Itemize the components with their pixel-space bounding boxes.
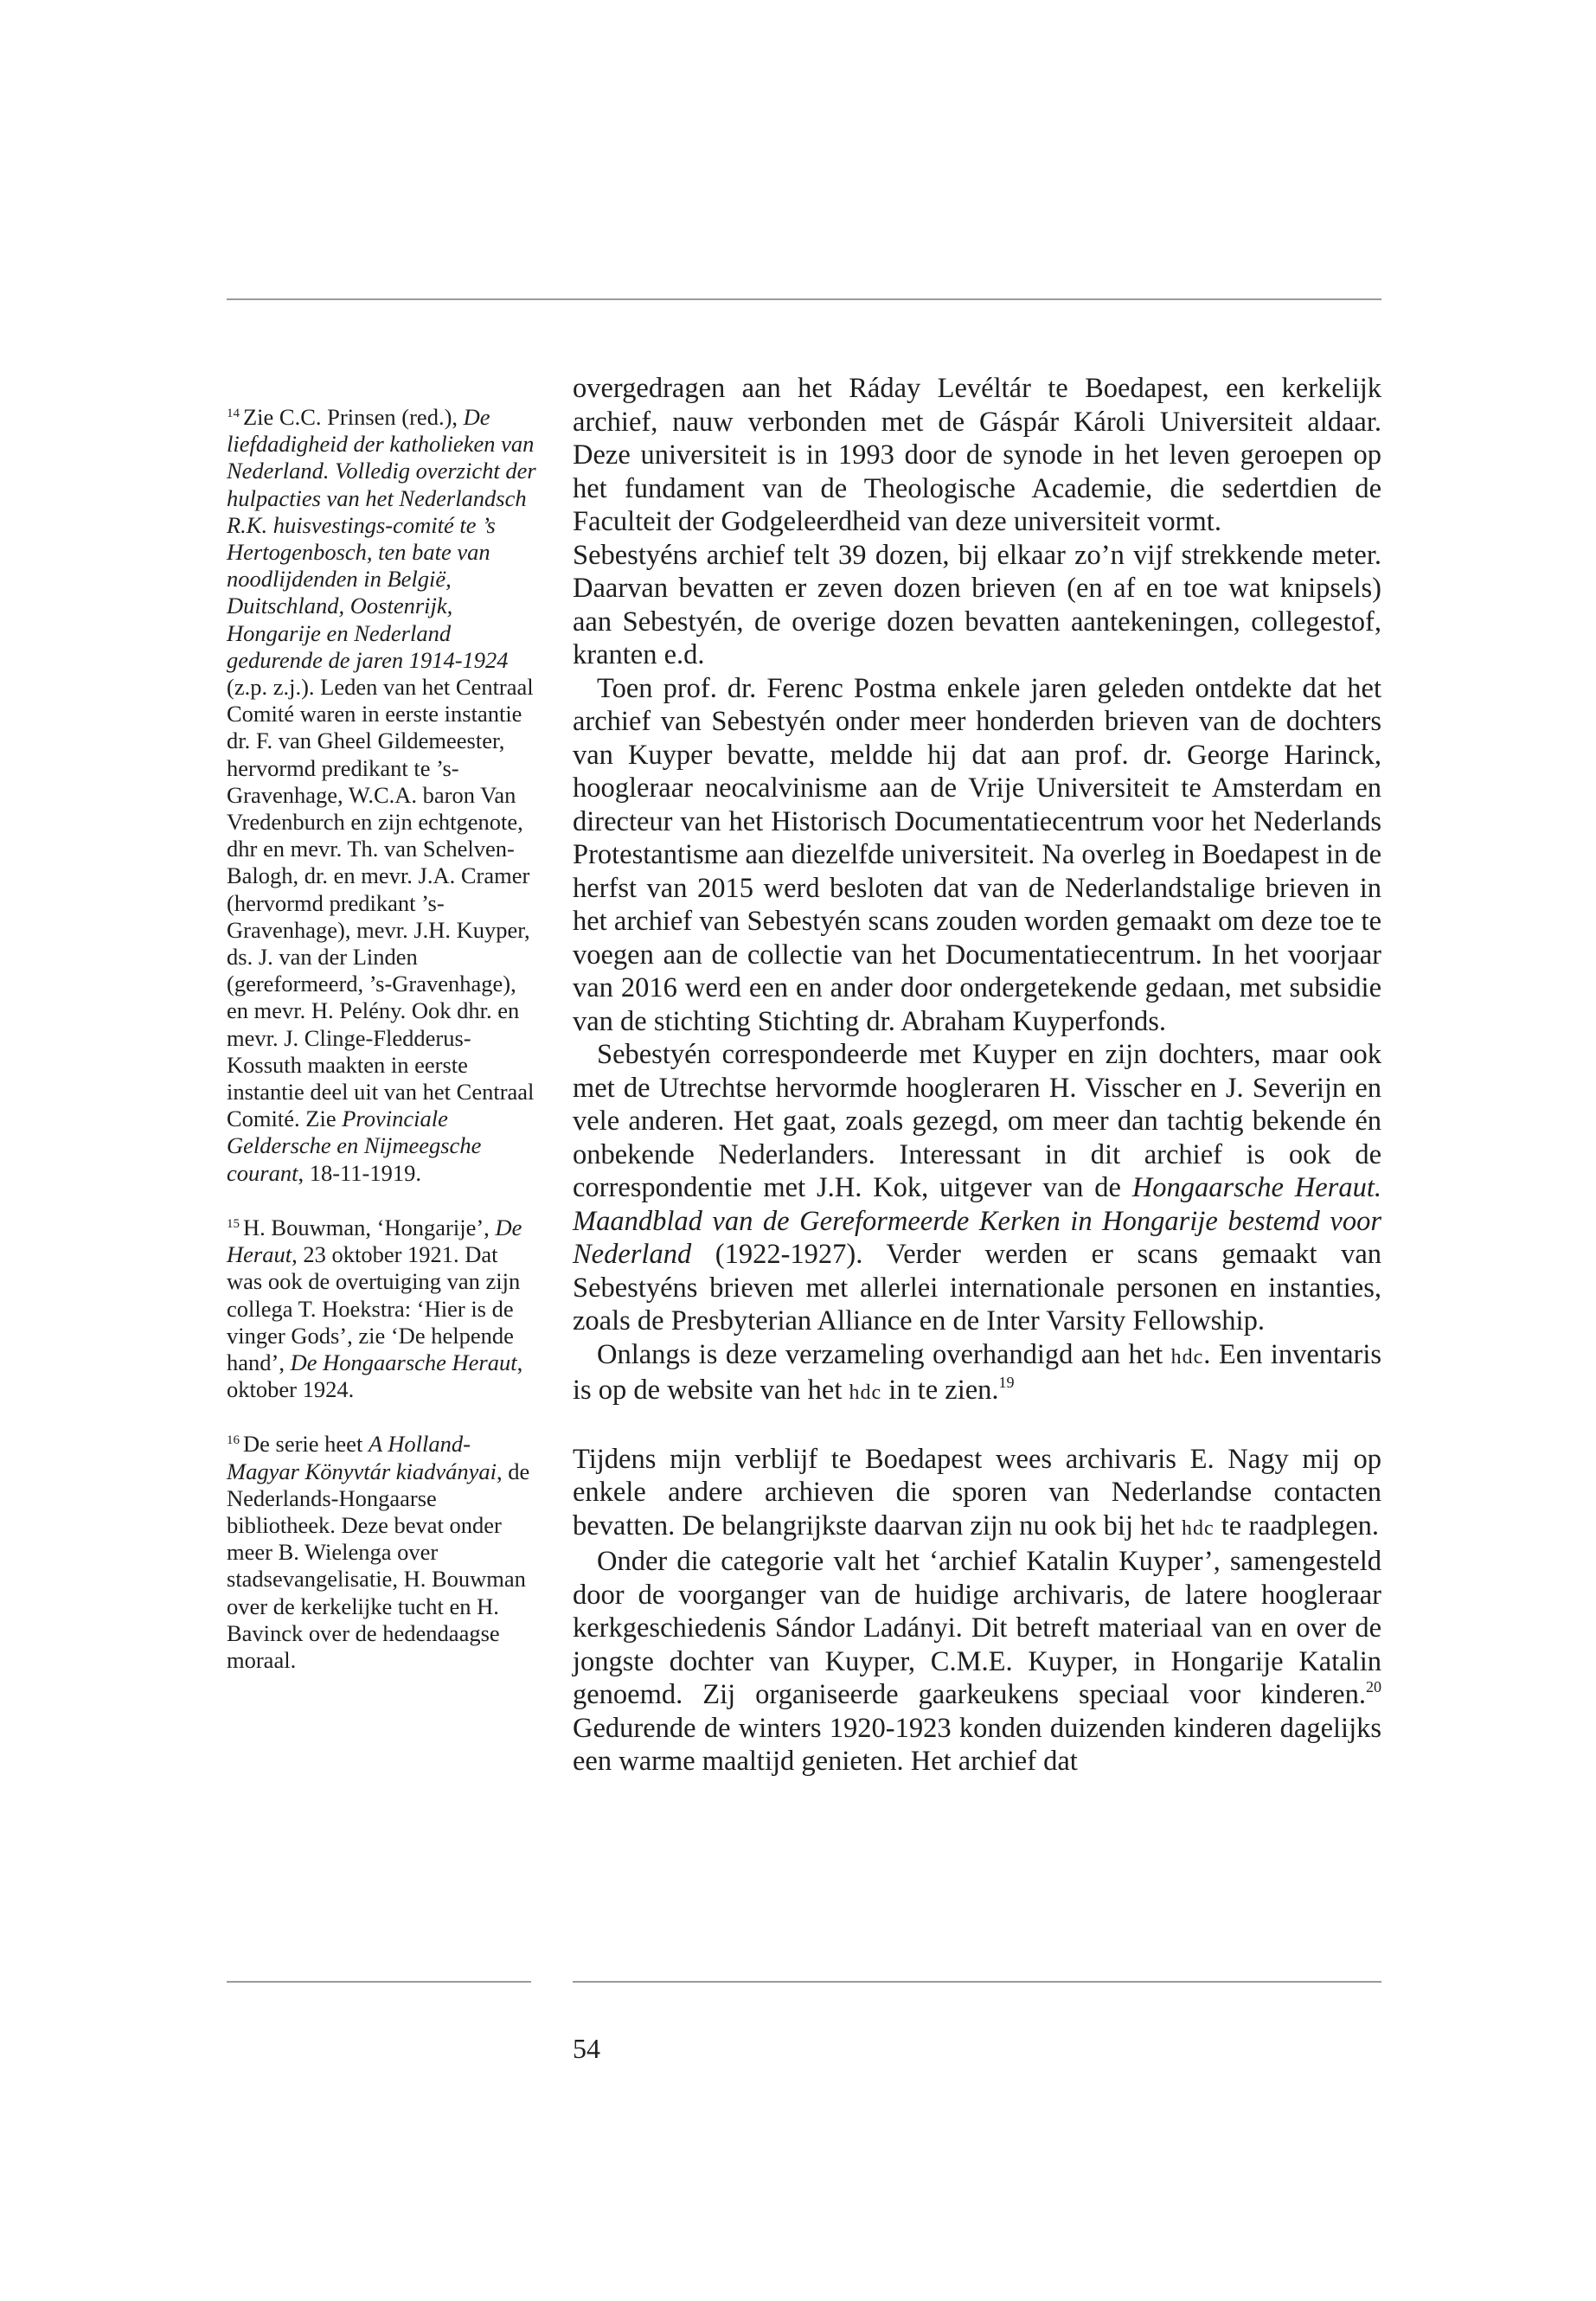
footnote-number: 14 <box>227 407 240 420</box>
text-run: (1922-1927). Verder werden er scans gemaakt van Sebestyéns brieven met allerlei internationale personen en instanties, zoals de Presbyterian Alliance en de Inter Varsity Fellowship. <box>573 1239 1381 1336</box>
text-run: , oktober 1924. <box>227 1349 523 1403</box>
text-run: Sebestyéns archief telt 39 dozen, bij elkaar zo’n vijf strekkende meter. Daarvan bevatten er zeven dozen brieven (en af en toe wat knipsels) aan Sebestyén, de overige dozen bevatten aantekeningen, collegestof, kranten e.d. <box>573 539 1381 670</box>
text-run: Onder die categorie valt het ‘archief Katalin Kuyper’, samengesteld door de voorganger van de huidige archivaris, de latere hoogleraar kerkgeschiedenis Sándor Ladányi. Dit betreft materiaal van en over de jongste dochter van Kuyper, C.M.E. Kuyper, in Hongarije Katalin genoemd. Zij organiseerde gaarkeukens speciaal voor kinderen. <box>573 1546 1381 1710</box>
note-reference: 20 <box>1366 1678 1381 1695</box>
main-text-column <box>573 372 1381 1779</box>
page-number: 54 <box>573 2033 600 2064</box>
text-run: Onlangs is deze verzameling overhandigd aan het <box>597 1338 1171 1370</box>
paragraph-6 <box>573 1443 1381 1546</box>
text-run: (z.p. z.j.). Leden van het Centraal Comité waren in eerste instantie dr. F. van Gheel Gildemeester, hervormd predikant te ’s-Gravenhage, W.C.A. baron Van Vredenburch en zijn echtgenote, dhr en mevr. Th. van Schelven-Balogh, dr. en mevr. J.A. Cramer (hervormd predikant ’s-Gravenhage), mevr. J.H. Kuyper, ds. J. van der Linden (gereformeerd, ’s-Gravenhage), en mevr. H. Pelény. Ook dhr. en mevr. J. Clinge-Fledderus-Kossuth maakten in eerste instantie deel uit van het Centraal Comité. Zie <box>227 674 535 1132</box>
footnote-number: 16 <box>227 1433 240 1448</box>
italic-title: De Hongaarsche Heraut <box>290 1349 517 1375</box>
footnote-14 <box>227 404 538 1187</box>
note-reference: 19 <box>998 1374 1015 1391</box>
paragraph-5 <box>573 1338 1381 1410</box>
small-caps-abbr: hdc <box>849 1381 882 1404</box>
footnote-15 <box>227 1215 538 1403</box>
text-run: in te zien. <box>881 1375 999 1406</box>
text-run: Gedurende de winters 1920-1923 konden duizenden kinderen dagelijks een warme maaltijd genieten. Het archief dat <box>573 1712 1381 1777</box>
text-run: te raadplegen. <box>1214 1509 1379 1541</box>
footnote-16 <box>227 1431 538 1674</box>
italic-title: De Heraut <box>227 1214 522 1268</box>
text-run: , 18-11-1919. <box>298 1159 421 1186</box>
paragraph-7 <box>573 1545 1381 1779</box>
italic-title: Provinciale Geldersche en Nijmeegsche courant <box>227 1106 482 1186</box>
text-run: Toen prof. dr. Ferenc Postma enkele jaren geleden ontdekte dat het archief van Sebestyén onder meer honderden brieven van de dochters van Kuyper bevatte, meldde hij dat aan prof. dr. George Harinck, hoogleraar neocalvinisme aan de Vrije Universiteit te Amsterdam en directeur van het Historisch Documentatiecentrum voor het Nederlands Protestantisme aan diezelfde universiteit. Na overleg in Boedapest in de herfst van 2015 werd besloten dat van de Nederlandstalige brieven in het archief van Sebestyén scans zouden worden gemaakt om deze toe te voegen aan de collectie van het Documentatiecentrum. In het voorjaar van 2016 werd een en ander door ondergetekende gedaan, met subsidie van de stichting Stichting dr. Abraham Kuyperfonds. <box>573 672 1381 1037</box>
header-rule <box>227 298 1381 300</box>
text-run: De serie heet <box>243 1431 369 1458</box>
text-run: , de Nederlands-Hongaarse bibliotheek. Deze bevat onder meer B. Wielenga over stadsevangelisatie, H. Bouwman over de kerkelijke tucht en H. Bavinck over de hedendaagse moraal. <box>227 1458 530 1673</box>
text-run: Tijdens mijn verblijf te Boedapest wees archivaris E. Nagy mij op enkele andere archieven die sporen van Nederlandse contacten bevatten. De belangrijkste daarvan zijn nu ook bij het <box>573 1443 1381 1541</box>
paragraph-2 <box>573 539 1381 672</box>
text-run: . Een inventaris is op de website van het <box>573 1338 1381 1406</box>
footnote-number: 15 <box>227 1216 240 1231</box>
text-bottom-rule <box>573 1981 1381 1983</box>
small-caps-abbr: hdc <box>1181 1516 1215 1540</box>
small-caps-abbr: hdc <box>1170 1345 1204 1368</box>
text-run: overgedragen aan het Ráday Levéltár te Boedapest, een kerkelijk archief, nauw verbonden met de Gáspár Károli Universiteit aldaar. Deze universiteit is in 1993 door de synode in het leven geroepen op het fundament van de Theologische Academie, die sedertdien de Faculteit der Godgeleerdheid van deze universiteit vormt. <box>573 373 1381 537</box>
text-run: Zie C.C. Prinsen (red.), <box>243 404 464 430</box>
italic-title: Hongaarsche Heraut. Maandblad van de Gereformeerde Kerken in Hongarije bestemd voor Nederland <box>573 1172 1381 1270</box>
italic-title: De liefdadigheid der katholieken van Nederland. Volledig overzicht der hulpacties van het Nederlandsch R.K. huisvestings-comité te ’s Hertogenbosch, ten bate van noodlijdenden in België, Duitschland, Oostenrijk, Hongarije en Nederland gedurende de jaren 1914-1924 <box>227 404 536 673</box>
text-run: Sebestyén correspondeerde met Kuyper en zijn dochters, maar ook met de Utrechtse hervormde hoogleraren H. Visscher en J. Severijn en vele anderen. Het gaat, zoals gezegd, om meer dan tachtig bekende én onbekende Nederlanders. Interessant in dit archief is ook de correspondentie met J.H. Kok, uitgever van de <box>573 1039 1381 1203</box>
paragraph-1 <box>573 372 1381 539</box>
text-run: , 23 oktober 1921. Dat was ook de overtuiging van zijn collega T. Hoekstra: ‘Hier is de vinger Gods’, zie ‘De helpende hand’, <box>227 1241 521 1375</box>
italic-title: A Holland-Magyar Könyvtár kiadványai <box>227 1431 497 1484</box>
footnote-column <box>227 404 538 1702</box>
paragraph-3 <box>573 672 1381 1039</box>
text-run: H. Bouwman, ‘Hongarije’, <box>243 1214 496 1240</box>
paragraph-4 <box>573 1038 1381 1338</box>
footnote-bottom-rule <box>227 1981 531 1983</box>
